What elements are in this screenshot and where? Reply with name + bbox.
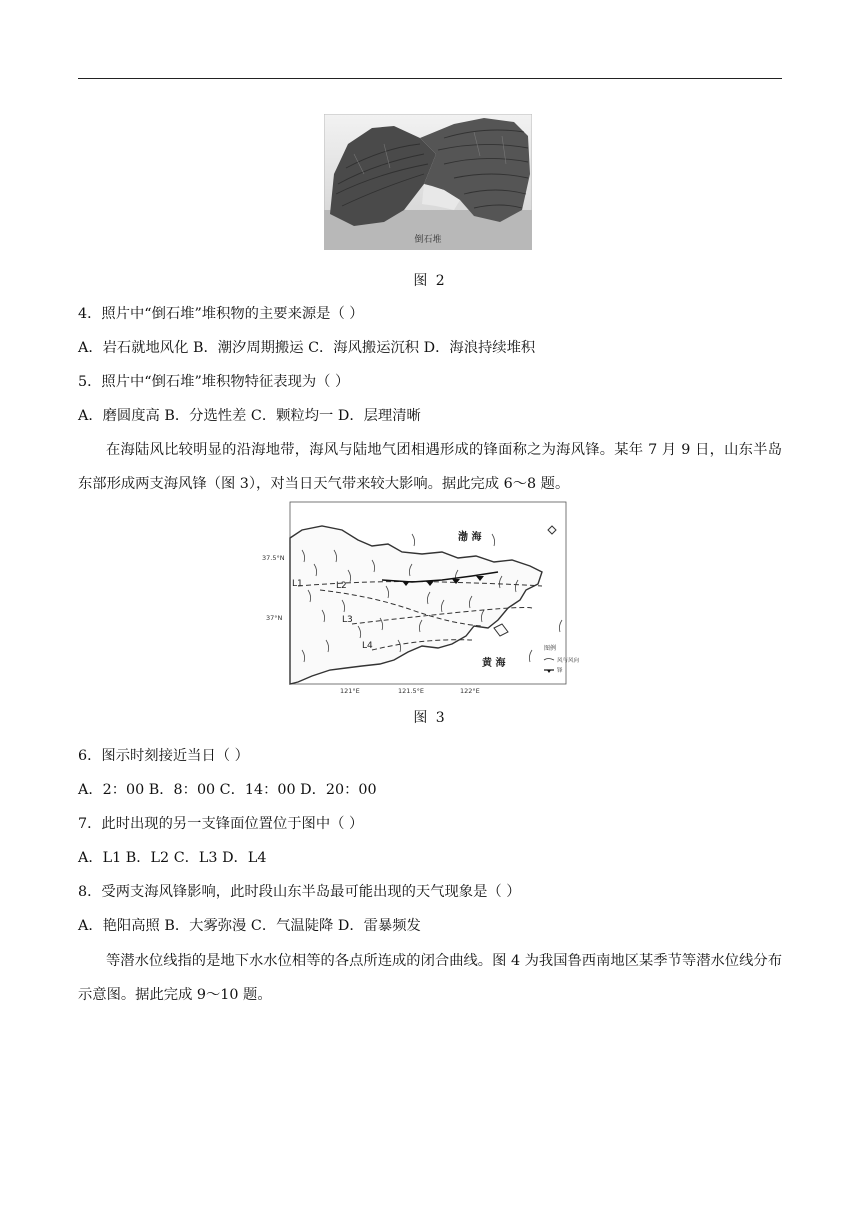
intro-questions-9-10: 等潜水位线指的是地下水水位相等的各点所连成的闭合曲线。图 4 为我国鲁西南地区某季节等潜水位线分布示意图。据此完成 9～10 题。 bbox=[78, 953, 782, 1003]
figure-2-photo bbox=[324, 114, 532, 250]
header-rule bbox=[78, 78, 782, 79]
figure-3-map bbox=[262, 500, 598, 696]
legend-item: 锋 bbox=[557, 668, 563, 674]
question-8: 8．受两支海风锋影响，此时段山东半岛最可能出现的天气现象是（ ） bbox=[78, 884, 521, 900]
question-5-options: A．磨圆度高 B．分选性差 C．颗粒均一 D．层理清晰 bbox=[78, 408, 421, 424]
figure-2-caption: 图 2 bbox=[413, 273, 447, 289]
sea-label-south: 黄 海 bbox=[482, 658, 506, 669]
lat-label: 37°N bbox=[266, 614, 283, 622]
figure-3-caption: 图 3 bbox=[413, 710, 447, 726]
legend-title: 图例 bbox=[544, 645, 557, 652]
lon-label: 121°E bbox=[340, 687, 360, 695]
question-8-options: A．艳阳高照 B．大雾弥漫 C．气温陡降 D．雷暴频发 bbox=[78, 918, 421, 934]
line-label: L4 bbox=[362, 641, 373, 651]
question-7-options: A．L1 B．L2 C．L3 D．L4 bbox=[78, 850, 267, 866]
line-label: L2 bbox=[336, 581, 347, 591]
lon-label: 121.5°E bbox=[398, 687, 424, 695]
lon-label: 122°E bbox=[460, 687, 480, 695]
lat-label: 37.5°N bbox=[262, 554, 285, 562]
line-label: L3 bbox=[342, 615, 353, 625]
question-4: 4．照片中“倒石堆”堆积物的主要来源是（ ） bbox=[78, 306, 364, 322]
question-5: 5．照片中“倒石堆”堆积物特征表现为（ ） bbox=[78, 374, 350, 390]
question-6: 6．图示时刻接近当日（ ） bbox=[78, 748, 249, 764]
legend-item: 风与风向 bbox=[557, 658, 580, 664]
line-label: L1 bbox=[292, 579, 303, 589]
photo-label: 倒石堆 bbox=[414, 235, 442, 245]
question-7: 7．此时出现的另一支锋面位置位于图中（ ） bbox=[78, 816, 364, 832]
question-6-options: A．2：00 B．8：00 C．14：00 D．20：00 bbox=[78, 782, 377, 798]
sea-label-north: 渤 海 bbox=[458, 532, 482, 543]
question-4-options: A．岩石就地风化 B．潮汐周期搬运 C．海风搬运沉积 D．海浪持续堆积 bbox=[78, 340, 536, 356]
intro-questions-6-8: 在海陆风比较明显的沿海地带，海风与陆地气团相遇形成的锋面称之为海风锋。某年 7 月 9 日，山东半岛东部形成两支海风锋（图 3），对当日天气带来较大影响。据此完成 6～8 题。 bbox=[78, 442, 782, 492]
